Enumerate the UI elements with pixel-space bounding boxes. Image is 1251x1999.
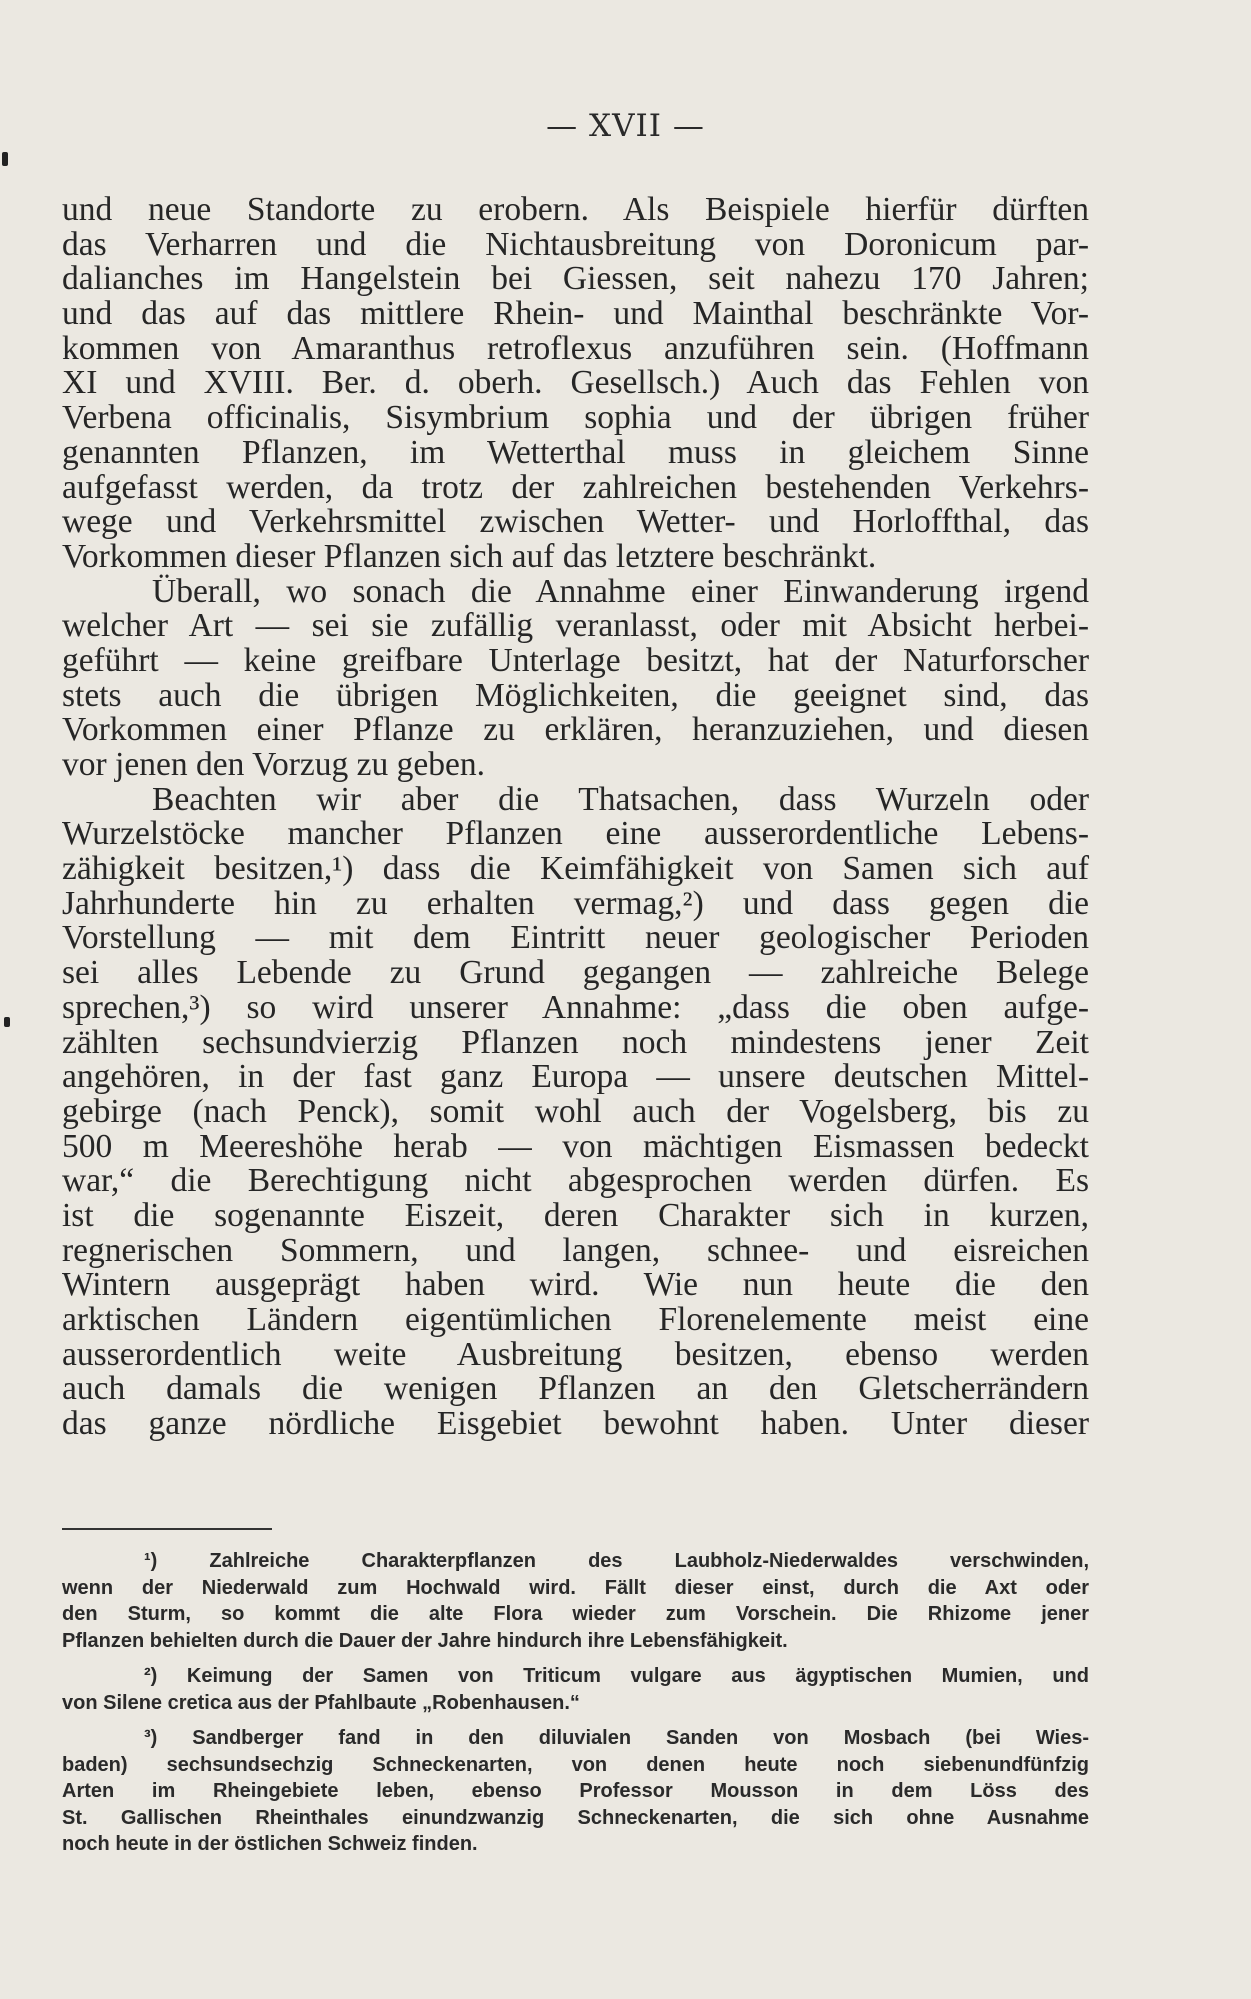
body-line: kommen von Amaranthus retroflexus anzuführen sein. (Hoffmann bbox=[62, 329, 1089, 367]
body-line: Jahrhunderte hin zu erhalten vermag,²) und dass gegen die bbox=[62, 884, 1089, 922]
body-line: genannten Pflanzen, im Wetterthal muss in gleichem Sinne bbox=[62, 433, 1089, 471]
body-line: auch damals die wenigen Pflanzen an den Gletscherrändern bbox=[62, 1370, 1089, 1408]
body-line: sprechen,³) so wird unserer Annahme: „dass die oben aufge- bbox=[62, 988, 1089, 1026]
footnote-divider bbox=[62, 1528, 272, 1530]
body-line: arktischen Ländern eigentümlichen Florenelemente meist eine bbox=[62, 1301, 1089, 1338]
body-line: zählten sechsundvierzig Pflanzen noch mindestens jener Zeit bbox=[62, 1023, 1089, 1061]
body-line: wege und Verkehrsmittel zwischen Wetter- und Horloffthal, das bbox=[62, 503, 1089, 541]
footnote-gap bbox=[62, 1716, 1089, 1725]
footnote-3-line: ³) Sandberger fand in den diluvialen Sanden von Mosbach (bei Wies- bbox=[144, 1727, 1089, 1749]
footnote-1-line: Pflanzen behielten durch die Dauer der Jahre hindurch ihre Lebensfähigkeit. bbox=[62, 1629, 788, 1652]
footnote-3-line: baden) sechsundsechzig Schneckenarten, von denen heute noch siebenundfünfzig bbox=[62, 1753, 1089, 1776]
body-line: Überall, wo sonach die Annahme einer Einwanderung irgend bbox=[152, 572, 1089, 610]
body-line: stets auch die übrigen Möglichkeiten, die geeignet sind, das bbox=[62, 676, 1089, 714]
footnote-3-line: Arten im Rheingebiete leben, ebenso Professor Mousson in dem Löss des bbox=[62, 1780, 1089, 1802]
footnote-2-line: ²) Keimung der Samen von Triticum vulgare aus ägyptischen Mumien, und bbox=[144, 1665, 1089, 1687]
margin-mark bbox=[4, 1017, 10, 1027]
page-number-header: — XVII — bbox=[546, 108, 705, 144]
footnote-3-line: St. Gallischen Rheinthales einundzwanzig Schneckenarten, die sich ohne Ausnahme bbox=[62, 1806, 1089, 1829]
body-line: zähigkeit besitzen,¹) dass die Keimfähigkeit von Samen sich auf bbox=[62, 850, 1089, 888]
body-line: Vorkommen einer Pflanze zu erklären, heranzuziehen, und diesen bbox=[62, 711, 1089, 749]
body-line: gebirge (nach Penck), somit wohl auch der Vogelsberg, bis zu bbox=[62, 1092, 1089, 1130]
body-line: geführt — keine greifbare Unterlage besitzt, hat der Naturforscher bbox=[62, 641, 1089, 679]
body-line: das Verharren und die Nichtausbreitung von Doronicum par- bbox=[62, 225, 1089, 263]
body-line: Vorkommen dieser Pflanzen sich auf das letztere beschränkt. bbox=[62, 537, 877, 575]
body-line: vor jenen den Vorzug zu geben. bbox=[62, 746, 485, 783]
footnote-gap bbox=[62, 1654, 1089, 1663]
body-line: und neue Standorte zu erobern. Als Beispiele hierfür dürften bbox=[62, 191, 1089, 228]
body-line: angehören, in der fast ganz Europa — unsere deutschen Mittel- bbox=[62, 1058, 1089, 1096]
body-line: aufgefasst werden, da trotz der zahlreichen bestehenden Verkehrs- bbox=[62, 468, 1089, 506]
body-line: dalianches im Hangelstein bei Giessen, seit nahezu 170 Jahren; bbox=[62, 260, 1089, 298]
body-line: Verbena officinalis, Sisymbrium sophia und der übrigen früher bbox=[62, 399, 1089, 437]
footnote-2-line: von Silene cretica aus der Pfahlbaute „Robenhausen.“ bbox=[62, 1691, 580, 1714]
body-line: regnerischen Sommern, und langen, schnee- und eisreichen bbox=[62, 1231, 1089, 1269]
footnote-1-line: den Sturm, so kommt die alte Flora wieder zum Vorschein. Die Rhizome jener bbox=[62, 1603, 1089, 1625]
body-line: war,“ die Berechtigung nicht abgesprochen werden dürfen. Es bbox=[62, 1162, 1089, 1200]
body-line: Wintern ausgeprägt haben wird. Wie nun heute die den bbox=[62, 1266, 1089, 1304]
body-line: Wurzelstöcke mancher Pflanzen eine ausserordentliche Lebens- bbox=[62, 815, 1089, 853]
body-line: XI und XVIII. Ber. d. oberh. Gesellsch.) Auch das Fehlen von bbox=[62, 364, 1089, 402]
body-text bbox=[62, 193, 1089, 1442]
body-line: Beachten wir aber die Thatsachen, dass Wurzeln oder bbox=[152, 780, 1089, 818]
footnote-1-line: ¹) Zahlreiche Charakterpflanzen des Laubholz-Niederwaldes verschwinden, bbox=[144, 1550, 1089, 1572]
body-line: und das auf das mittlere Rhein- und Mainthal beschränkte Vor- bbox=[62, 295, 1089, 333]
body-line: ist die sogenannte Eiszeit, deren Charakter sich in kurzen, bbox=[62, 1196, 1089, 1234]
body-line: Vorstellung — mit dem Eintritt neuer geologischer Perioden bbox=[62, 919, 1089, 957]
body-line: das ganze nördliche Eisgebiet bewohnt haben. Unter dieser bbox=[62, 1405, 1089, 1443]
body-line: ausserordentlich weite Ausbreitung besitzen, ebenso werden bbox=[62, 1335, 1089, 1373]
margin-mark bbox=[2, 152, 8, 166]
body-line: welcher Art — sei sie zufällig veranlasst, oder mit Absicht herbei- bbox=[62, 607, 1089, 645]
footnotes bbox=[62, 1548, 1089, 1858]
body-line: sei alles Lebende zu Grund gegangen — zahlreiche Belege bbox=[62, 954, 1089, 992]
footnote-3-line: noch heute in der östlichen Schweiz finden. bbox=[62, 1833, 478, 1855]
body-line: 500 m Meereshöhe herab — von mächtigen Eismassen bedeckt bbox=[62, 1127, 1089, 1165]
footnote-1-line: wenn der Niederwald zum Hochwald wird. Fällt dieser einst, durch die Axt oder bbox=[62, 1576, 1089, 1599]
